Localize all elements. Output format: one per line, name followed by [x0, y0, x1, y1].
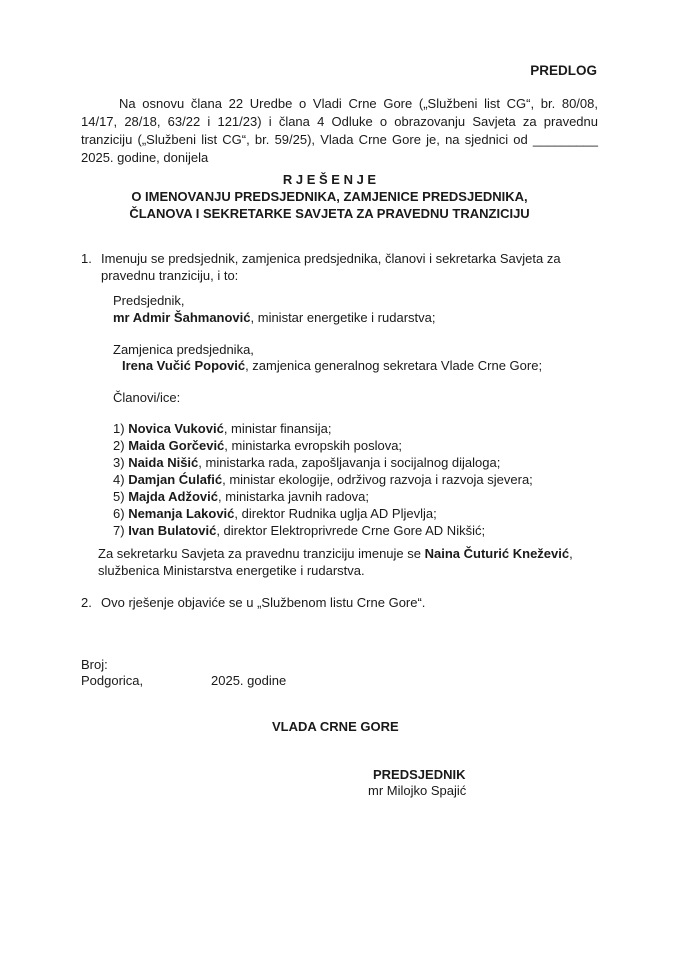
list-item: 6) Nemanja Laković, direktor Rudnika uglja AD Pljevlja; [113, 506, 437, 521]
document-title [60, 171, 599, 222]
president-entry [113, 310, 435, 325]
item-2-text: Ovo rješenje objaviće se u „Službenom listu Crne Gore“. [101, 595, 426, 610]
item-2-number: 2. [81, 595, 92, 610]
title-resenje: R J E Š E N J E [282, 172, 377, 187]
secretary-prefix: Za sekretarku Savjeta za pravednu tranziciju imenuje se [98, 546, 425, 561]
place-label: Podgorica, [81, 673, 144, 688]
president-label: Predsjednik, [113, 293, 185, 308]
list-item: 3) Naida Nišić, ministarka rada, zapošljavanja i socijalnog dijaloga; [113, 455, 501, 470]
president-role: , ministar energetike i rudarstva; [250, 310, 436, 325]
list-item: 5) Majda Adžović, ministarka javnih radova; [113, 489, 370, 504]
deputy-label: Zamjenica predsjednika, [113, 342, 254, 357]
deputy-role: , zamjenica generalnog sekretara Vlade Crne Gore; [245, 358, 543, 373]
members-label: Članovi/ice: [113, 390, 181, 405]
title-line-3: ČLANOVA I SEKRETARKE SAVJETA ZA PRAVEDNU TRANZICIJU [129, 206, 530, 221]
secretary-line-2: službenica Ministarstva energetike i rudarstva. [98, 563, 365, 578]
government-name: VLADA CRNE GORE [272, 719, 399, 734]
deputy-name: Irena Vučić Popović [122, 358, 246, 373]
deputy-entry [122, 358, 542, 373]
secretary-name: Naina Čuturić Knežević [424, 546, 570, 561]
list-item: 4) Damjan Ćulafić, ministar ekologije, održivog razvoja i razvoja sjevera; [113, 472, 533, 487]
date-year: 2025. godine [211, 673, 287, 688]
list-item: 2) Maida Gorčević, ministarka evropskih poslova; [113, 438, 403, 453]
item-1-line-1: Imenuju se predsjednik, zamjenica predsjednika, članovi i sekretarka Savjeta za [101, 251, 561, 266]
preamble: Na osnovu člana 22 Uredbe o Vladi Crne Gore („Službeni list CG“, br. 80/08, 14/17, 28/18, 63/22 i 121/23) i člana 4 Odluke o obrazovanju Savjeta za pravednu tranziciju („Službeni list CG“, br. 59/25), Vlada Crne Gore je, na sjednici od _________ 2025. godine, donijela [81, 96, 598, 165]
secretary-line-1: Za sekretarku Savjeta za pravednu tranziciju imenuje se Naina Čuturić Knežević, [98, 546, 573, 561]
list-item: 1) Novica Vuković, ministar finansija; [113, 421, 332, 436]
title-line-2: O IMENOVANJU PREDSJEDNIKA, ZAMJENICE PREDSJEDNIKA, [131, 189, 528, 204]
item-1-line-2: pravednu tranziciju, i to: [101, 268, 239, 283]
president-name: mr Admir Šahmanović [113, 310, 251, 325]
proposal-label: PREDLOG [530, 63, 597, 78]
broj-label: Broj: [81, 657, 108, 672]
item-1-number: 1. [81, 251, 92, 266]
signer-name: mr Milojko Spajić [368, 783, 467, 798]
members-list [113, 420, 533, 539]
signer-title: PREDSJEDNIK [373, 767, 466, 782]
list-item: 7) Ivan Bulatović, direktor Elektroprivrede Crne Gore AD Nikšić; [113, 523, 486, 538]
